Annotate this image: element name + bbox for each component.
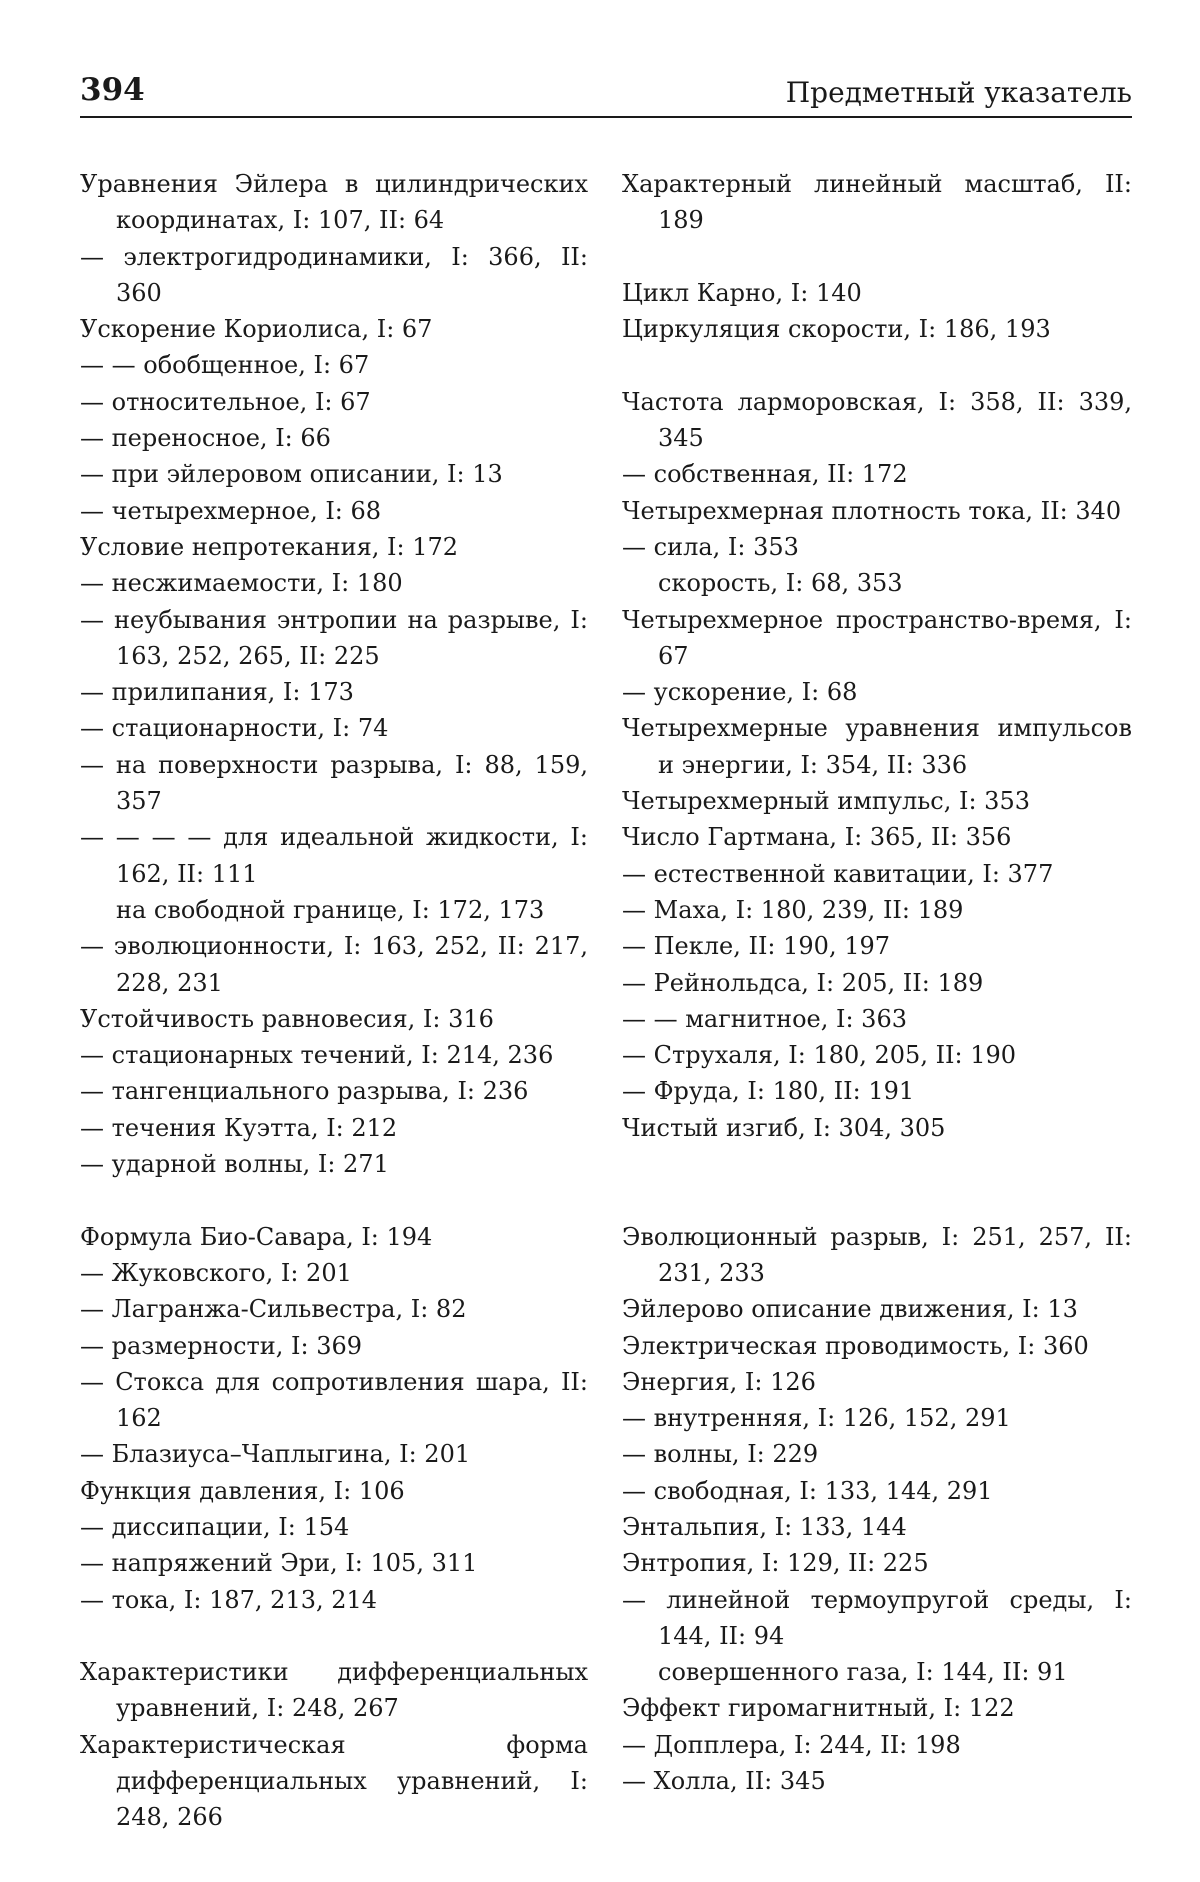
index-entry: — тангенциального разрыва, I: 236 [80, 1077, 529, 1106]
index-entry: на свободной границе, I: 172, 173 [116, 895, 545, 924]
index-entry: — напряжений Эри, I: 105, 311 [80, 1549, 478, 1578]
index-entry: — линейной термоупругой среды, I: 144, II: 94 [622, 1585, 1132, 1650]
index-entry: — четырехмерное, I: 68 [80, 496, 382, 525]
index-entry: Четырехмерные уравнения импульсов и энергии, I: 354, II: 336 [622, 714, 1132, 779]
index-entry: Устойчивость равновесия, I: 316 [80, 1004, 494, 1033]
index-entry: — — обобщенное, I: 67 [80, 351, 370, 380]
index-entry: Функция давления, I: 106 [80, 1476, 405, 1505]
index-entry: — свободная, I: 133, 144, 291 [622, 1476, 993, 1505]
index-entry: — сила, I: 353 [622, 532, 799, 561]
index-entry: — внутренняя, I: 126, 152, 291 [622, 1404, 1011, 1433]
index-entry: — естественной кавитации, I: 377 [622, 859, 1054, 888]
index-column-left [80, 166, 588, 1836]
index-entry: Эйлерово описание движения, I: 13 [622, 1295, 1078, 1324]
index-entry: — Стокса для сопротивления шара, II: 162 [80, 1367, 588, 1433]
index-entry: — Рейнольдса, I: 205, II: 189 [622, 968, 984, 997]
index-entry: Число Гартмана, I: 365, II: 356 [622, 823, 1012, 852]
index-entry: Энтропия, I: 129, II: 225 [622, 1549, 929, 1578]
index-entry: — — магнитное, I: 363 [622, 1004, 907, 1033]
index-entry: Ускорение Кориолиса, I: 67 [80, 315, 433, 344]
index-entry: Четырехмерный импульс, I: 353 [622, 787, 1030, 816]
index-column-right [622, 166, 1132, 1799]
running-title: Предметный указатель [785, 76, 1132, 109]
index-entry: — ускорение, I: 68 [622, 678, 858, 707]
index-entry: — на поверхности разрыва, I: 88, 159, 357 [80, 750, 588, 816]
section-gap [622, 1182, 1132, 1218]
index-entry: — волны, I: 229 [622, 1440, 819, 1469]
index-entry: Четырехмерное пространство-время, I: 67 [622, 605, 1132, 670]
index-entry: Эффект гиромагнитный, I: 122 [622, 1694, 1015, 1723]
index-entry: Уравнения Эйлера в цилиндрических координатах, I: 107, II: 64 [80, 170, 588, 235]
index-entry: Циркуляция скорости, I: 186, 193 [622, 315, 1051, 344]
index-entry: Характеристическая форма дифференциальных уравнений, I: 248, 266 [80, 1730, 588, 1832]
index-entry: — диссипации, I: 154 [80, 1512, 350, 1541]
index-entry: — Лагранжа-Сильвестра, I: 82 [80, 1295, 467, 1324]
index-entry: — течения Куэтта, I: 212 [80, 1113, 398, 1142]
index-entry: — — — — для идеальной жидкости, I: 162, II: 111 [80, 823, 588, 888]
index-entry: — стационарности, I: 74 [80, 714, 389, 743]
section-gap [622, 239, 1132, 275]
section-gap [622, 347, 1132, 383]
index-entry: Формула Био-Савара, I: 194 [80, 1222, 433, 1251]
index-entry: Электрическая проводимость, I: 360 [622, 1331, 1089, 1360]
index-entry: — электрогидродинамики, I: 366, II: 360 [80, 242, 588, 307]
index-entry: — собственная, II: 172 [622, 460, 908, 489]
index-entry: Эволюционный разрыв, I: 251, 257, II: 231, 233 [622, 1222, 1132, 1287]
index-entry: скорость, I: 68, 353 [658, 569, 903, 598]
index-entry: — ударной волны, I: 271 [80, 1150, 389, 1179]
index-entry: Частота ларморовская, I: 358, II: 339, 345 [622, 387, 1132, 453]
index-entry: Четырехмерная плотность тока, II: 340 [622, 496, 1122, 525]
page-header [80, 72, 1132, 118]
index-entry: — Фруда, I: 180, II: 191 [622, 1077, 915, 1106]
section-gap [622, 1146, 1132, 1182]
index-entry: — Блазиуса–Чаплыгина, I: 201 [80, 1440, 471, 1469]
index-entry: — Холла, II: 345 [622, 1767, 826, 1796]
page-number: 394 [80, 72, 145, 108]
index-entry: Чистый изгиб, I: 304, 305 [622, 1113, 946, 1142]
index-entry: Характеристики дифференциальных уравнений, I: 248, 267 [80, 1658, 588, 1723]
index-entry: — прилипания, I: 173 [80, 678, 354, 707]
index-entry: — относительное, I: 67 [80, 387, 371, 416]
section-gap [80, 1618, 588, 1654]
index-entry: — тока, I: 187, 213, 214 [80, 1585, 378, 1614]
index-entry: — стационарных течений, I: 214, 236 [80, 1041, 554, 1070]
index-entry: — эволюционности, I: 163, 252, II: 217, 228, 231 [80, 932, 588, 997]
index-entry: — Допплера, I: 244, II: 198 [622, 1730, 961, 1759]
index-entry: — размерности, I: 369 [80, 1331, 363, 1360]
index-entry: совершенного газа, I: 144, II: 91 [658, 1658, 1068, 1687]
index-entry: — неубывания энтропии на разрыве, I: 163, 252, 265, II: 225 [80, 605, 588, 670]
index-entry: — Жуковского, I: 201 [80, 1258, 352, 1287]
index-entry: Энергия, I: 126 [622, 1367, 816, 1396]
index-entry: — Маха, I: 180, 239, II: 189 [622, 895, 964, 924]
index-entry: — переносное, I: 66 [80, 424, 331, 453]
index-entry: — Струхаля, I: 180, 205, II: 190 [622, 1041, 1017, 1070]
index-entry: — при эйлеровом описании, I: 13 [80, 460, 503, 489]
index-entry: — несжимаемости, I: 180 [80, 569, 403, 598]
index-entry: Цикл Карно, I: 140 [622, 278, 862, 307]
index-entry: Характерный линейный масштаб, II: 189 [622, 170, 1132, 235]
index-entry: Энтальпия, I: 133, 144 [622, 1512, 907, 1541]
section-gap [80, 1182, 588, 1218]
index-entry: — Пекле, II: 190, 197 [622, 932, 891, 961]
index-entry: Условие непротекания, I: 172 [80, 532, 459, 561]
